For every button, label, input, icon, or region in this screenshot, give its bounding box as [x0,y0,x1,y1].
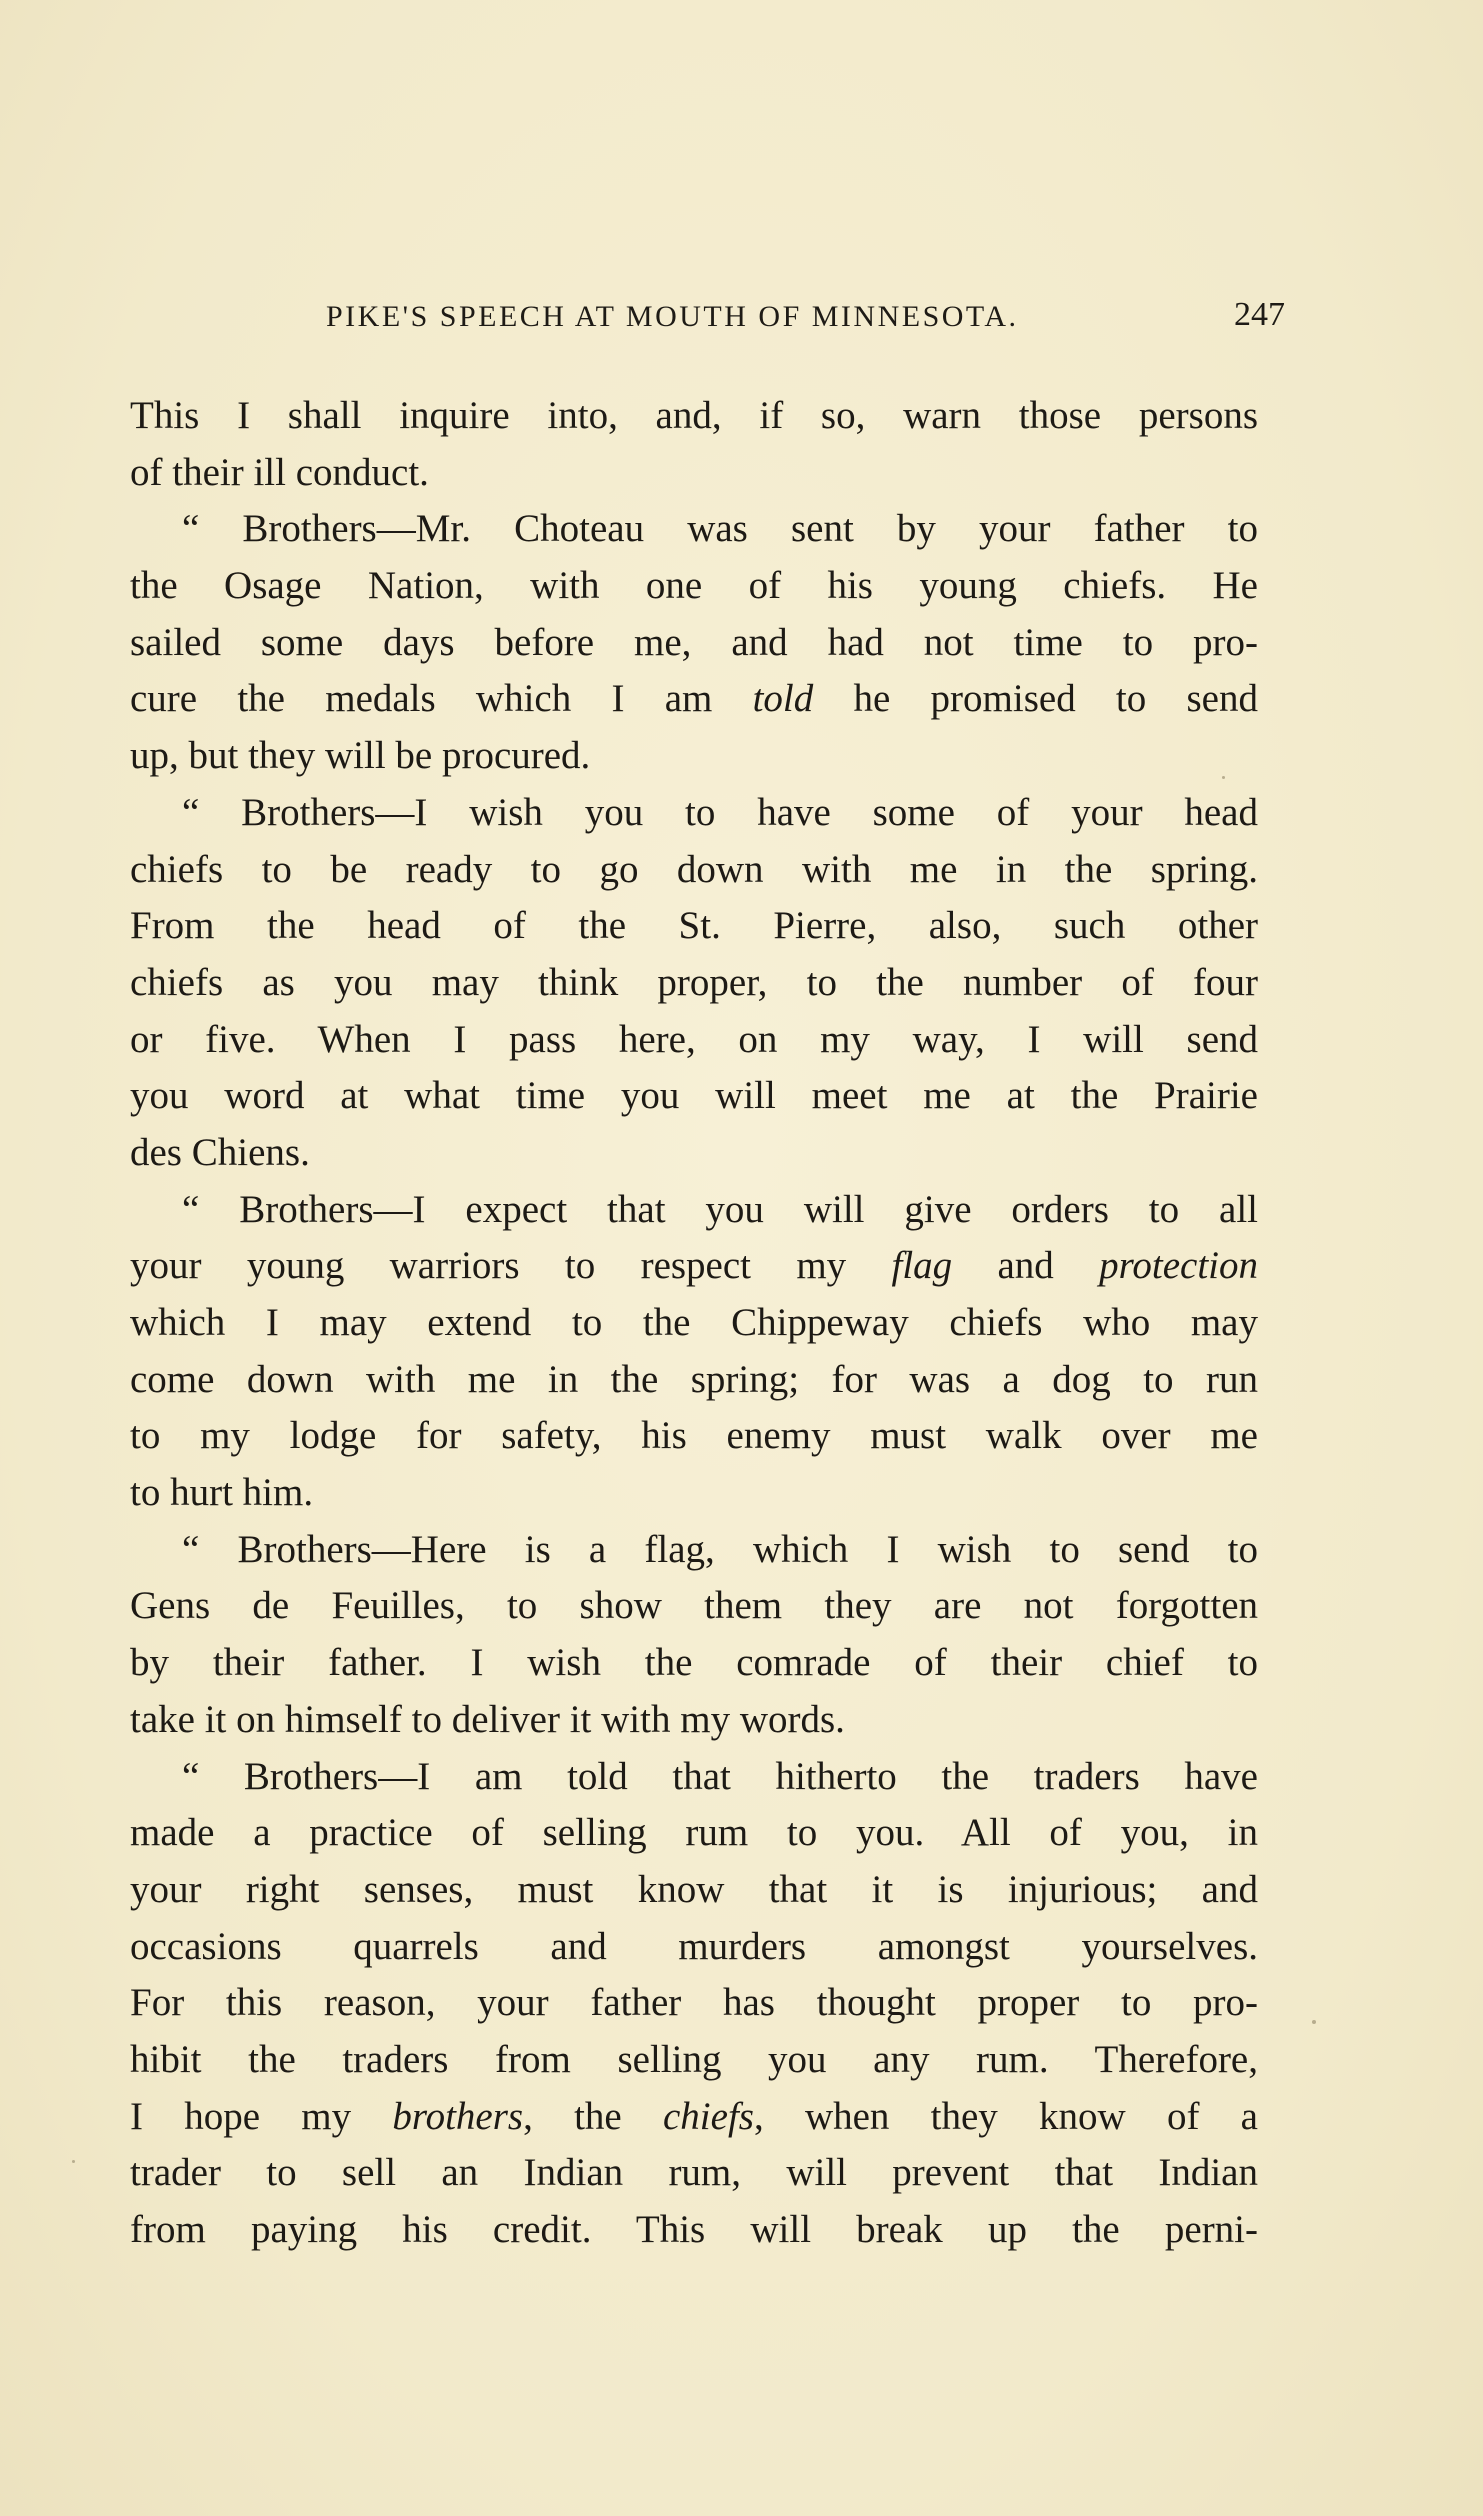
text-line: of their ill conduct. [130,450,429,494]
text-line: I hope my brothers, the chiefs, when they know of a [130,2094,1258,2138]
paper-speck [1312,2020,1316,2024]
text-line: sailed some days before me, and had not time to pro- [130,620,1258,664]
text-line: from paying his credit. This will break up the perni- [130,2208,1258,2251]
running-title: PIKE'S SPEECH AT MOUTH OF MINNESOTA. [326,300,1019,333]
body-text [130,388,1258,2259]
italic-text: brothers [392,2094,524,2138]
text-line: occasions quarrels and murders amongst yourselves. [130,1924,1258,1968]
text-line: you word at what time you will meet me at the Prairie [130,1074,1258,1118]
italic-text: protection [1099,1244,1258,1288]
text-line: From the head of the St. Pierre, also, such other [130,904,1258,948]
italic-text: chiefs [662,2094,754,2138]
paragraph-start-line: “ Brothers—I am told that hitherto the traders have [182,1754,1258,1798]
text-line: or five. When I pass here, on my way, I will send [130,1017,1258,1061]
italic-text: told [752,677,814,721]
text-line: to my lodge for safety, his enemy must walk over me [130,1414,1258,1458]
paragraph-start-line: “ Brothers—I wish you to have some of your head [182,790,1258,834]
text-line: your right senses, must know that it is injurious; and [130,1867,1258,1911]
text-line: chiefs as you may think proper, to the number of four [130,960,1258,1004]
text-line: Gens de Feuilles, to show them they are not forgotten [130,1584,1258,1628]
text-line: cure the medals which I am told he promised to send [130,677,1258,721]
paragraph-start-line: “ Brothers—Mr. Choteau was sent by your father to [182,507,1258,551]
text-line: the Osage Nation, with one of his young chiefs. He [130,564,1258,608]
paper-speck [72,2160,75,2163]
text-line: hibit the traders from selling you any rum. Therefore, [130,2037,1258,2081]
paragraph-start-line: “ Brothers—Here is a flag, which I wish to send to [182,1527,1258,1571]
text-line: made a practice of selling rum to you. All of you, in [130,1811,1258,1855]
text-line: come down with me in the spring; for was a dog to run [130,1357,1258,1401]
text-line: which I may extend to the Chippeway chiefs who may [130,1301,1258,1344]
text-line: your young warriors to respect my flag and protection [130,1244,1258,1288]
text-line: take it on himself to deliver it with my words. [130,1697,845,1741]
text-line: trader to sell an Indian rum, will prevent that Indian [130,2151,1258,2195]
text-line: des Chiens. [130,1130,310,1174]
text-line: chiefs to be ready to go down with me in the spring. [130,847,1258,891]
text-line: For this reason, your father has thought proper to pro- [130,1981,1258,2025]
running-head [130,296,1285,350]
text-line: This I shall inquire into, and, if so, warn those persons [130,394,1258,437]
text-line: to hurt him. [130,1471,314,1515]
italic-text: flag [891,1244,953,1288]
page-number: 247 [1234,296,1285,333]
text-line: up, but they will be procured. [130,734,591,778]
text-line: by their father. I wish the comrade of their chief to [130,1641,1258,1685]
paragraph-start-line: “ Brothers—I expect that you will give orders to all [182,1187,1258,1231]
paper-speck [1222,776,1225,779]
